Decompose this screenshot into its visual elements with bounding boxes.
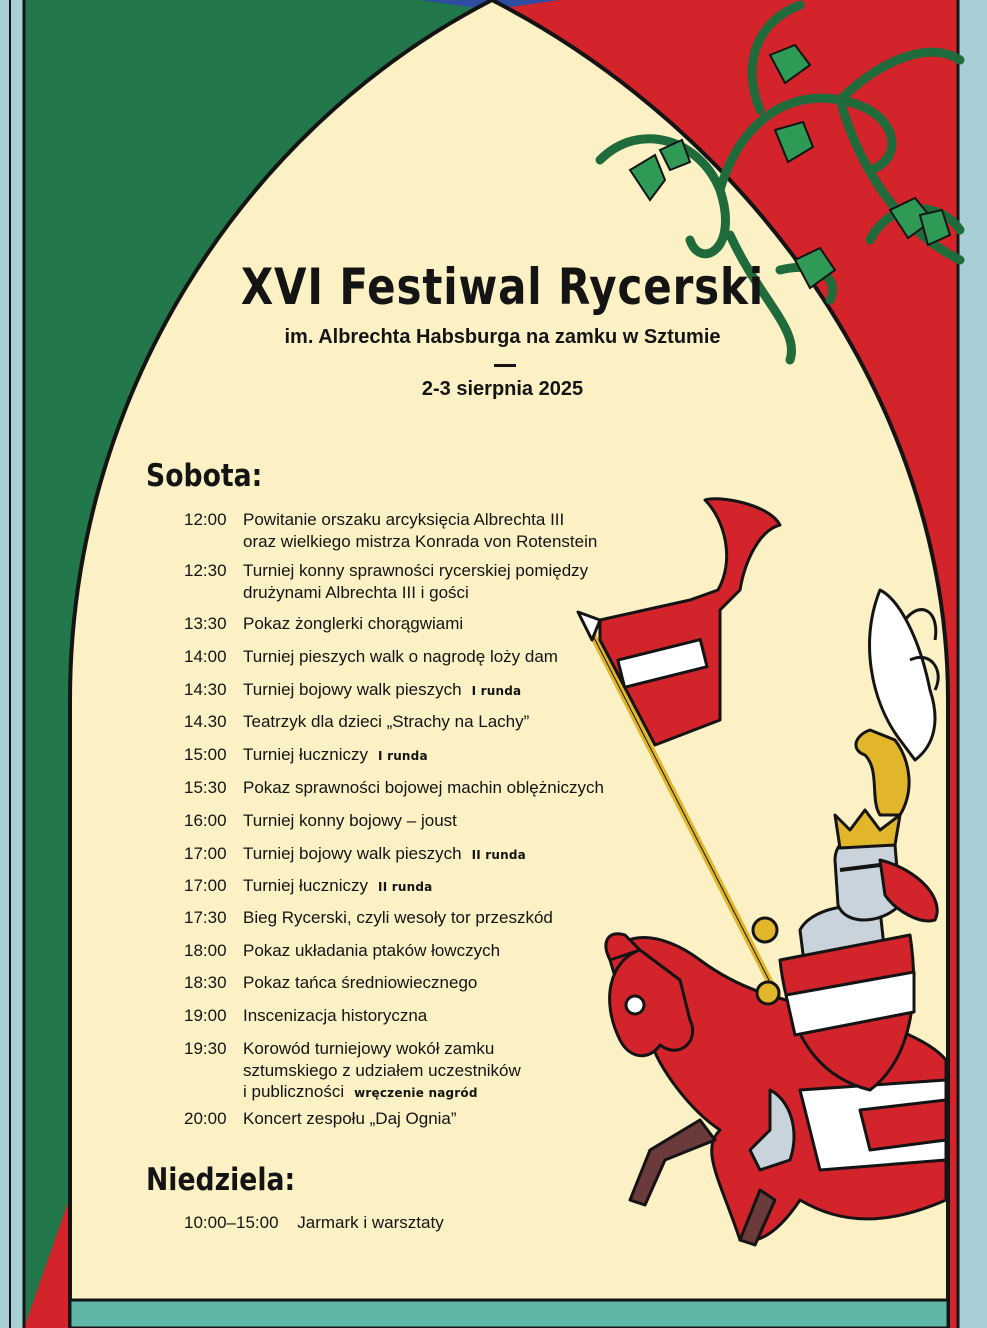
event-line-text: Pokaz tańca średniowiecznego: [243, 973, 478, 992]
event-description: [243, 679, 521, 703]
event-line-text: Turniej konny sprawności rycerskiej pomiędzy: [243, 561, 589, 580]
event-line: [243, 560, 588, 582]
festival-dates: 2-3 sierpnia 2025: [421, 378, 584, 400]
event-line-text: drużynami Albrechta III i gości: [243, 582, 469, 602]
event-time: 16:00: [184, 811, 227, 830]
event-line: [243, 810, 457, 832]
event-line-text: Koncert zespołu „Daj Ognia”: [243, 1109, 457, 1128]
event-line-text: sztumskiego z udziałem uczestników: [243, 1060, 521, 1080]
event-description: [243, 646, 558, 668]
event-line-text: Turniej konny bojowy – joust: [243, 811, 457, 830]
event-line: [243, 1005, 427, 1027]
event-description: Jarmark i warsztaty: [297, 1213, 444, 1232]
event-time: 17:00: [184, 844, 227, 863]
event-line: [243, 907, 553, 929]
event-description: [243, 1005, 427, 1027]
event-line: [243, 711, 529, 733]
festival-subtitle: im. Albrechta Habsburga na zamku w Sztumie: [284, 326, 721, 348]
event-description: [243, 711, 529, 733]
event-description: [243, 907, 553, 929]
event-line: [243, 582, 588, 604]
event-line-text: Turniej pieszych walk o nagrodę loży dam: [243, 647, 558, 666]
event-description: [243, 613, 463, 635]
event-line: [243, 613, 463, 635]
event-time: 15:30: [184, 778, 227, 797]
event-line-text: Turniej bojowy walk pieszych: [243, 680, 462, 699]
event-line: [243, 875, 432, 899]
event-line: [243, 843, 526, 867]
event-line: [243, 531, 597, 553]
event-time: 12:30: [184, 561, 227, 580]
event-time: 14:00: [184, 647, 227, 666]
event-line: [243, 1038, 521, 1060]
schedule-row-sunday: [184, 1213, 444, 1233]
event-description: [243, 1038, 521, 1105]
event-description: [243, 744, 428, 768]
event-time: 17:00: [184, 876, 227, 895]
event-line-text: Bieg Rycerski, czyli wesoły tor przeszkód: [243, 908, 553, 927]
event-line-text: Korowód turniejowy wokół zamku: [243, 1039, 495, 1058]
event-line: [243, 509, 597, 531]
event-line-text: oraz wielkiego mistrza Konrada von Rotenstein: [243, 531, 598, 551]
event-time: 19:00: [184, 1006, 227, 1025]
event-line-text: Powitanie orszaku arcyksięcia Albrechta III: [243, 510, 565, 529]
event-line: [243, 1108, 457, 1130]
event-line-text: Turniej bojowy walk pieszych: [243, 844, 462, 863]
festival-title: XVI Festiwal Rycerski: [240, 258, 764, 316]
event-line: [243, 1081, 521, 1105]
event-description: [243, 843, 526, 867]
event-description: [243, 875, 432, 899]
event-time: 15:00: [184, 745, 227, 764]
event-line-text: Pokaz żonglerki chorągwiami: [243, 614, 464, 633]
event-time: 20:00: [184, 1109, 227, 1128]
event-description: [243, 972, 477, 994]
event-description: [243, 940, 500, 962]
title-divider: [494, 364, 516, 367]
event-description: [243, 777, 604, 799]
event-line-text: Teatrzyk dla dzieci „Strachy na Lachy”: [243, 712, 530, 731]
event-time: 13:30: [184, 614, 227, 633]
event-line-text: Pokaz sprawności bojowej machin oblężniczych: [243, 778, 604, 797]
event-line: [243, 940, 500, 962]
event-description: [243, 560, 588, 603]
event-time: 18:00: [184, 941, 227, 960]
event-tag: wręczenie nagród: [354, 1086, 478, 1100]
day-heading-saturday: Sobota:: [146, 458, 263, 494]
event-tag: II runda: [471, 848, 526, 862]
day-heading-sunday: Niedziela:: [146, 1162, 296, 1198]
event-line: [243, 646, 558, 668]
event-line-text: Turniej łuczniczy: [243, 745, 369, 764]
event-time: 14:30: [184, 680, 227, 699]
event-line: [243, 972, 477, 994]
event-tag: I runda: [378, 749, 428, 763]
event-time: 18:30: [184, 973, 227, 992]
event-line-text: Turniej łuczniczy: [243, 876, 369, 895]
event-time: 12:00: [184, 510, 227, 529]
event-line: [243, 777, 604, 799]
event-description: [243, 810, 457, 832]
event-time: 19:30: [184, 1039, 227, 1058]
event-line-text: Inscenizacja historyczna: [243, 1006, 428, 1025]
event-line: [243, 744, 428, 768]
event-time: 17:30: [184, 908, 227, 927]
event-line: [243, 1060, 521, 1082]
event-line: [243, 679, 521, 703]
event-tag: I runda: [471, 684, 522, 698]
event-time: 14.30: [184, 712, 227, 731]
event-tag: II runda: [378, 880, 433, 894]
event-time: 10:00–15:00: [184, 1213, 279, 1232]
event-description: [243, 1108, 457, 1130]
event-line-text: Pokaz układania ptaków łowczych: [243, 941, 501, 960]
event-description: [243, 509, 597, 552]
event-line-text: i publiczności: [243, 1082, 345, 1101]
